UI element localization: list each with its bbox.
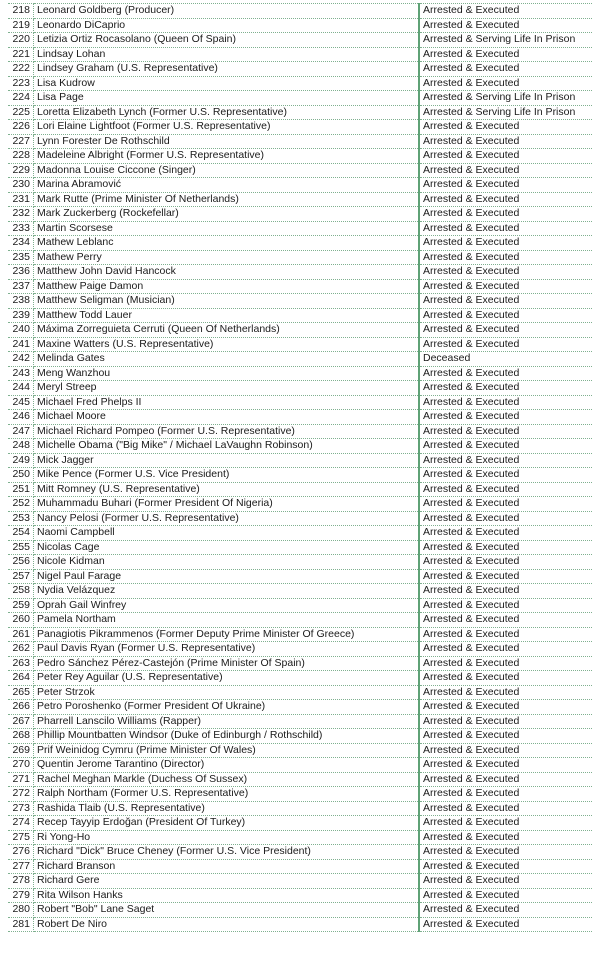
table-row: [8, 613, 593, 628]
table-row: [8, 584, 593, 599]
status-cell[interactable]: Arrested & Executed: [419, 642, 593, 657]
status-cell[interactable]: Arrested & Executed: [419, 859, 593, 874]
status-cell[interactable]: Arrested & Executed: [419, 700, 593, 715]
name-cell[interactable]: Lori Elaine Lightfoot (Former U.S. Representative): [34, 120, 420, 135]
name-cell[interactable]: Letizia Ortiz Rocasolano (Queen Of Spain): [34, 33, 420, 48]
status-cell[interactable]: Arrested & Executed: [419, 221, 593, 236]
name-cell[interactable]: Michael Moore: [34, 410, 420, 425]
status-cell[interactable]: Arrested & Executed: [419, 540, 593, 555]
table-row: [8, 743, 593, 758]
status-cell[interactable]: Arrested & Executed: [419, 656, 593, 671]
table-row: [8, 395, 593, 410]
row-number-cell[interactable]: 260: [8, 613, 34, 628]
status-cell[interactable]: Arrested & Executed: [419, 4, 593, 19]
name-cell[interactable]: Mark Rutte (Prime Minister Of Netherlands): [34, 192, 420, 207]
name-cell[interactable]: Pedro Sánchez Pérez-Castejón (Prime Minister Of Spain): [34, 656, 420, 671]
table-row: [8, 888, 593, 903]
row-number-cell[interactable]: 218: [8, 4, 34, 19]
row-number-cell[interactable]: 229: [8, 163, 34, 178]
name-cell[interactable]: Mathew Leblanc: [34, 236, 420, 251]
status-cell[interactable]: Arrested & Executed: [419, 395, 593, 410]
table-row: [8, 540, 593, 555]
table-row: [8, 352, 593, 367]
status-cell[interactable]: Arrested & Executed: [419, 613, 593, 628]
name-cell[interactable]: Michael Fred Phelps II: [34, 395, 420, 410]
name-cell[interactable]: Richard "Dick" Bruce Cheney (Former U.S. Vice President): [34, 845, 420, 860]
row-number-cell[interactable]: 247: [8, 424, 34, 439]
data-table: [8, 3, 593, 932]
name-cell[interactable]: Peter Strzok: [34, 685, 420, 700]
name-cell[interactable]: Matthew Paige Damon: [34, 279, 420, 294]
row-number-cell[interactable]: 234: [8, 236, 34, 251]
name-cell[interactable]: Mark Zuckerberg (Rockefellar): [34, 207, 420, 222]
row-number-cell[interactable]: 255: [8, 540, 34, 555]
name-cell[interactable]: Ralph Northam (Former U.S. Representative): [34, 787, 420, 802]
table-row: [8, 526, 593, 541]
table-row: [8, 163, 593, 178]
table-row: [8, 149, 593, 164]
row-number-cell[interactable]: 268: [8, 729, 34, 744]
table-row: [8, 120, 593, 135]
table-row: [8, 845, 593, 860]
status-cell[interactable]: Arrested & Executed: [419, 192, 593, 207]
table-row: [8, 642, 593, 657]
status-cell[interactable]: Arrested & Executed: [419, 569, 593, 584]
status-cell[interactable]: Arrested & Executed: [419, 903, 593, 918]
row-number-cell[interactable]: 223: [8, 76, 34, 91]
row-number-cell[interactable]: 276: [8, 845, 34, 860]
status-cell[interactable]: Arrested & Executed: [419, 381, 593, 396]
status-cell[interactable]: Arrested & Executed: [419, 917, 593, 932]
status-cell[interactable]: Arrested & Executed: [419, 801, 593, 816]
name-cell[interactable]: Pamela Northam: [34, 613, 420, 628]
status-cell[interactable]: Arrested & Executed: [419, 323, 593, 338]
status-cell[interactable]: Arrested & Executed: [419, 308, 593, 323]
table-row: [8, 598, 593, 613]
name-cell[interactable]: Matthew Seligman (Musician): [34, 294, 420, 309]
table-row: [8, 758, 593, 773]
name-cell[interactable]: Rachel Meghan Markle (Duchess Of Sussex): [34, 772, 420, 787]
row-number-cell[interactable]: 221: [8, 47, 34, 62]
table-row: [8, 381, 593, 396]
name-cell[interactable]: Meryl Streep: [34, 381, 420, 396]
row-number-cell[interactable]: 252: [8, 497, 34, 512]
name-cell[interactable]: Lindsay Lohan: [34, 47, 420, 62]
table-row: [8, 917, 593, 932]
name-cell[interactable]: Petro Poroshenko (Former President Of Ukraine): [34, 700, 420, 715]
table-row: [8, 453, 593, 468]
table-row: [8, 134, 593, 149]
row-number-cell[interactable]: 262: [8, 642, 34, 657]
name-cell[interactable]: Loretta Elizabeth Lynch (Former U.S. Representative): [34, 105, 420, 120]
row-number-cell[interactable]: 222: [8, 62, 34, 77]
status-cell[interactable]: Arrested & Executed: [419, 134, 593, 149]
row-number-cell[interactable]: 226: [8, 120, 34, 135]
name-cell[interactable]: Meng Wanzhou: [34, 366, 420, 381]
status-cell[interactable]: Arrested & Executed: [419, 758, 593, 773]
name-cell[interactable]: Paul Davis Ryan (Former U.S. Representative): [34, 642, 420, 657]
status-cell[interactable]: Arrested & Serving Life In Prison: [419, 33, 593, 48]
name-cell[interactable]: Muhammadu Buhari (Former President Of Nigeria): [34, 497, 420, 512]
table-row: [8, 801, 593, 816]
name-cell[interactable]: Recep Tayyip Erdoğan (President Of Turkey): [34, 816, 420, 831]
status-cell[interactable]: Arrested & Executed: [419, 236, 593, 251]
row-number-cell[interactable]: 281: [8, 917, 34, 932]
row-number-cell[interactable]: 266: [8, 700, 34, 715]
row-number-cell[interactable]: 259: [8, 598, 34, 613]
status-cell[interactable]: Arrested & Executed: [419, 555, 593, 570]
name-cell[interactable]: Mathew Perry: [34, 250, 420, 265]
status-cell[interactable]: Arrested & Executed: [419, 178, 593, 193]
status-cell[interactable]: Arrested & Executed: [419, 453, 593, 468]
name-cell[interactable]: Lisa Page: [34, 91, 420, 106]
table-row: [8, 337, 593, 352]
table-row: [8, 207, 593, 222]
status-cell[interactable]: Arrested & Executed: [419, 830, 593, 845]
row-number-cell[interactable]: 225: [8, 105, 34, 120]
status-cell[interactable]: Arrested & Executed: [419, 337, 593, 352]
name-cell[interactable]: Nicolas Cage: [34, 540, 420, 555]
table-row: [8, 555, 593, 570]
row-number-cell[interactable]: 272: [8, 787, 34, 802]
row-number-cell[interactable]: 224: [8, 91, 34, 106]
row-number-cell[interactable]: 244: [8, 381, 34, 396]
table-row: [8, 874, 593, 889]
status-cell[interactable]: Arrested & Serving Life In Prison: [419, 91, 593, 106]
name-cell[interactable]: Mitt Romney (U.S. Representative): [34, 482, 420, 497]
status-cell[interactable]: Arrested & Executed: [419, 511, 593, 526]
row-number-cell[interactable]: 250: [8, 468, 34, 483]
name-cell[interactable]: Ri Yong-Ho: [34, 830, 420, 845]
table-row: [8, 830, 593, 845]
row-number-cell[interactable]: 233: [8, 221, 34, 236]
status-cell[interactable]: Arrested & Executed: [419, 120, 593, 135]
table-row: [8, 105, 593, 120]
name-cell[interactable]: Nicole Kidman: [34, 555, 420, 570]
name-cell[interactable]: Nydia Velázquez: [34, 584, 420, 599]
name-cell[interactable]: Quentin Jerome Tarantino (Director): [34, 758, 420, 773]
table-row: [8, 294, 593, 309]
table-row: [8, 33, 593, 48]
table-row: [8, 511, 593, 526]
name-cell[interactable]: Robert De Niro: [34, 917, 420, 932]
table-row: [8, 18, 593, 33]
name-cell[interactable]: Madonna Louise Ciccone (Singer): [34, 163, 420, 178]
row-number-cell[interactable]: 264: [8, 671, 34, 686]
status-cell[interactable]: Arrested & Executed: [419, 468, 593, 483]
name-cell[interactable]: Leonard Goldberg (Producer): [34, 4, 420, 19]
status-cell[interactable]: Arrested & Executed: [419, 482, 593, 497]
status-cell[interactable]: Arrested & Executed: [419, 294, 593, 309]
name-cell[interactable]: Rita Wilson Hanks: [34, 888, 420, 903]
status-cell[interactable]: Arrested & Executed: [419, 874, 593, 889]
table-row: [8, 410, 593, 425]
name-cell[interactable]: Matthew John David Hancock: [34, 265, 420, 280]
row-number-cell[interactable]: 270: [8, 758, 34, 773]
table-row: [8, 366, 593, 381]
table-row: [8, 729, 593, 744]
status-cell[interactable]: Arrested & Executed: [419, 743, 593, 758]
row-number-cell[interactable]: 231: [8, 192, 34, 207]
name-cell[interactable]: Robert "Bob" Lane Saget: [34, 903, 420, 918]
name-cell[interactable]: Mick Jagger: [34, 453, 420, 468]
name-cell[interactable]: Prif Weinidog Cymru (Prime Minister Of Wales): [34, 743, 420, 758]
table-row: [8, 192, 593, 207]
row-number-cell[interactable]: 248: [8, 439, 34, 454]
table-row: [8, 47, 593, 62]
table-row: [8, 859, 593, 874]
row-number-cell[interactable]: 239: [8, 308, 34, 323]
status-cell[interactable]: Arrested & Executed: [419, 439, 593, 454]
row-number-cell[interactable]: 246: [8, 410, 34, 425]
status-cell[interactable]: Arrested & Executed: [419, 584, 593, 599]
table-row: [8, 714, 593, 729]
name-cell[interactable]: Richard Branson: [34, 859, 420, 874]
name-cell[interactable]: Máxima Zorreguieta Cerruti (Queen Of Netherlands): [34, 323, 420, 338]
name-cell[interactable]: Marina Abramović: [34, 178, 420, 193]
table-row: [8, 221, 593, 236]
table-row: [8, 468, 593, 483]
table-row: [8, 569, 593, 584]
row-number-cell[interactable]: 219: [8, 18, 34, 33]
row-number-cell[interactable]: 267: [8, 714, 34, 729]
table-row: [8, 497, 593, 512]
table-row: [8, 178, 593, 193]
row-number-cell[interactable]: 236: [8, 265, 34, 280]
status-cell[interactable]: Arrested & Executed: [419, 250, 593, 265]
table-row: [8, 250, 593, 265]
table-row: [8, 700, 593, 715]
row-number-cell[interactable]: 271: [8, 772, 34, 787]
name-cell[interactable]: Mike Pence (Former U.S. Vice President): [34, 468, 420, 483]
status-cell[interactable]: Arrested & Executed: [419, 366, 593, 381]
name-cell[interactable]: Michelle Obama ("Big Mike" / Michael LaVaughn Robinson): [34, 439, 420, 454]
table-row: [8, 439, 593, 454]
status-cell[interactable]: Arrested & Executed: [419, 526, 593, 541]
table-row: [8, 482, 593, 497]
status-cell[interactable]: Arrested & Executed: [419, 47, 593, 62]
row-number-cell[interactable]: 227: [8, 134, 34, 149]
table-row: [8, 76, 593, 91]
row-number-cell[interactable]: 220: [8, 33, 34, 48]
status-cell[interactable]: Arrested & Executed: [419, 265, 593, 280]
status-cell[interactable]: Arrested & Executed: [419, 424, 593, 439]
row-number-cell[interactable]: 241: [8, 337, 34, 352]
name-cell[interactable]: Phillip Mountbatten Windsor (Duke of Edinburgh / Rothschild): [34, 729, 420, 744]
row-number-cell[interactable]: 251: [8, 482, 34, 497]
row-number-cell[interactable]: 269: [8, 743, 34, 758]
status-cell[interactable]: Arrested & Executed: [419, 163, 593, 178]
table-body: [8, 4, 593, 932]
row-number-cell[interactable]: 275: [8, 830, 34, 845]
row-number-cell[interactable]: 280: [8, 903, 34, 918]
status-cell[interactable]: Arrested & Executed: [419, 714, 593, 729]
status-cell[interactable]: Arrested & Executed: [419, 207, 593, 222]
table-row: [8, 671, 593, 686]
status-cell[interactable]: Deceased: [419, 352, 593, 367]
status-cell[interactable]: Arrested & Executed: [419, 845, 593, 860]
status-cell[interactable]: Arrested & Executed: [419, 787, 593, 802]
name-cell[interactable]: Oprah Gail Winfrey: [34, 598, 420, 613]
row-number-cell[interactable]: 253: [8, 511, 34, 526]
name-cell[interactable]: Nigel Paul Farage: [34, 569, 420, 584]
row-number-cell[interactable]: 238: [8, 294, 34, 309]
row-number-cell[interactable]: 278: [8, 874, 34, 889]
row-number-cell[interactable]: 232: [8, 207, 34, 222]
row-number-cell[interactable]: 263: [8, 656, 34, 671]
name-cell[interactable]: Richard Gere: [34, 874, 420, 889]
name-cell[interactable]: Lisa Kudrow: [34, 76, 420, 91]
row-number-cell[interactable]: 254: [8, 526, 34, 541]
row-number-cell[interactable]: 274: [8, 816, 34, 831]
table-row: [8, 4, 593, 19]
table-row: [8, 685, 593, 700]
name-cell[interactable]: Lynn Forester De Rothschild: [34, 134, 420, 149]
name-cell[interactable]: Maxine Watters (U.S. Representative): [34, 337, 420, 352]
status-cell[interactable]: Arrested & Executed: [419, 816, 593, 831]
status-cell[interactable]: Arrested & Executed: [419, 62, 593, 77]
row-number-cell[interactable]: 243: [8, 366, 34, 381]
row-number-cell[interactable]: 256: [8, 555, 34, 570]
row-number-cell[interactable]: 265: [8, 685, 34, 700]
status-cell[interactable]: Arrested & Executed: [419, 76, 593, 91]
status-cell[interactable]: Arrested & Executed: [419, 888, 593, 903]
name-cell[interactable]: Michael Richard Pompeo (Former U.S. Representative): [34, 424, 420, 439]
row-number-cell[interactable]: 245: [8, 395, 34, 410]
name-cell[interactable]: Lindsey Graham (U.S. Representative): [34, 62, 420, 77]
row-number-cell[interactable]: 261: [8, 627, 34, 642]
status-cell[interactable]: Arrested & Executed: [419, 410, 593, 425]
status-cell[interactable]: Arrested & Executed: [419, 279, 593, 294]
name-cell[interactable]: Rashida Tlaib (U.S. Representative): [34, 801, 420, 816]
status-cell[interactable]: Arrested & Executed: [419, 772, 593, 787]
row-number-cell[interactable]: 258: [8, 584, 34, 599]
table-row: [8, 91, 593, 106]
name-cell[interactable]: Martin Scorsese: [34, 221, 420, 236]
table-row: [8, 323, 593, 338]
row-number-cell[interactable]: 228: [8, 149, 34, 164]
row-number-cell[interactable]: 237: [8, 279, 34, 294]
table-row: [8, 903, 593, 918]
table-row: [8, 656, 593, 671]
table-row: [8, 627, 593, 642]
table-row: [8, 816, 593, 831]
table-row: [8, 787, 593, 802]
name-cell[interactable]: Panagiotis Pikrammenos (Former Deputy Prime Minister Of Greece): [34, 627, 420, 642]
status-cell[interactable]: Arrested & Executed: [419, 497, 593, 512]
name-cell[interactable]: Pharrell Lanscilo Williams (Rapper): [34, 714, 420, 729]
status-cell[interactable]: Arrested & Executed: [419, 149, 593, 164]
row-number-cell[interactable]: 249: [8, 453, 34, 468]
row-number-cell[interactable]: 240: [8, 323, 34, 338]
table-row: [8, 62, 593, 77]
status-cell[interactable]: Arrested & Executed: [419, 627, 593, 642]
status-cell[interactable]: Arrested & Executed: [419, 685, 593, 700]
name-cell[interactable]: Madeleine Albright (Former U.S. Representative): [34, 149, 420, 164]
row-number-cell[interactable]: 242: [8, 352, 34, 367]
row-number-cell[interactable]: 257: [8, 569, 34, 584]
name-cell[interactable]: Naomi Campbell: [34, 526, 420, 541]
status-cell[interactable]: Arrested & Executed: [419, 18, 593, 33]
table-row: [8, 265, 593, 280]
row-number-cell[interactable]: 277: [8, 859, 34, 874]
table-row: [8, 279, 593, 294]
table-row: [8, 772, 593, 787]
status-cell[interactable]: Arrested & Serving Life In Prison: [419, 105, 593, 120]
row-number-cell[interactable]: 230: [8, 178, 34, 193]
table-row: [8, 424, 593, 439]
name-cell[interactable]: Matthew Todd Lauer: [34, 308, 420, 323]
name-cell[interactable]: Peter Rey Aguilar (U.S. Representative): [34, 671, 420, 686]
name-cell[interactable]: Leonardo DiCaprio: [34, 18, 420, 33]
table-row: [8, 236, 593, 251]
row-number-cell[interactable]: 279: [8, 888, 34, 903]
name-cell[interactable]: Melinda Gates: [34, 352, 420, 367]
status-cell[interactable]: Arrested & Executed: [419, 598, 593, 613]
status-cell[interactable]: Arrested & Executed: [419, 729, 593, 744]
table-row: [8, 308, 593, 323]
spreadsheet: [8, 3, 593, 932]
row-number-cell[interactable]: 235: [8, 250, 34, 265]
row-number-cell[interactable]: 273: [8, 801, 34, 816]
name-cell[interactable]: Nancy Pelosi (Former U.S. Representative): [34, 511, 420, 526]
status-cell[interactable]: Arrested & Executed: [419, 671, 593, 686]
